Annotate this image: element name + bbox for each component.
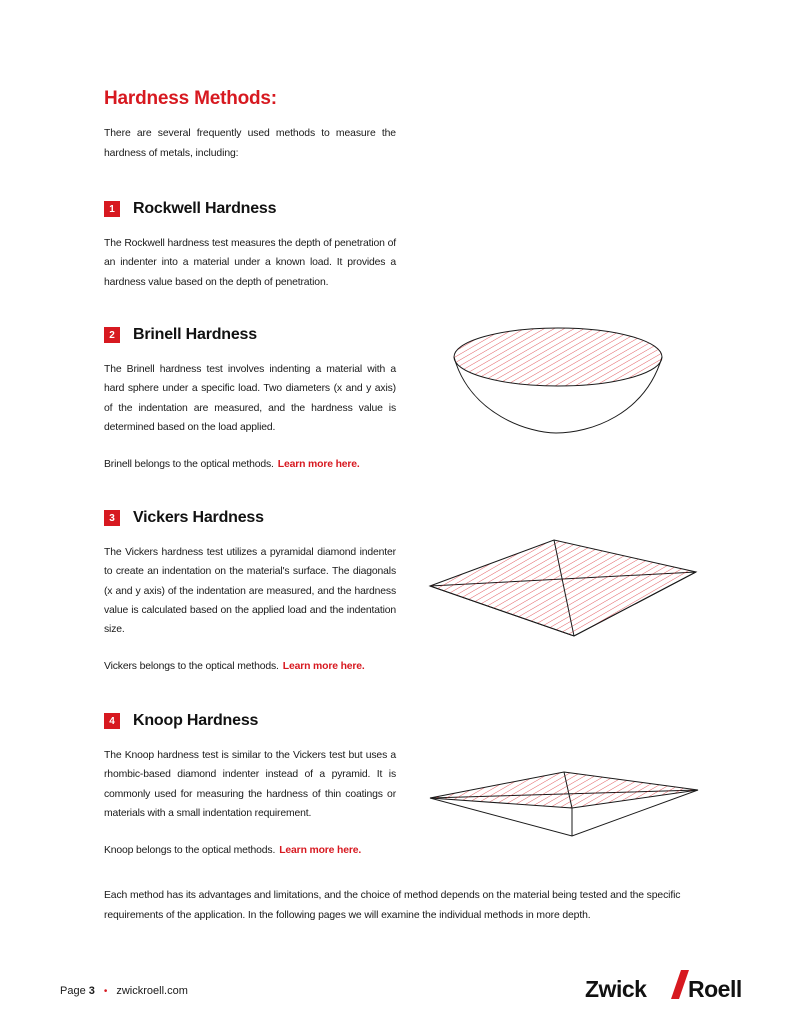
section-note xyxy=(104,841,396,860)
page-title: Hardness Methods: xyxy=(104,88,277,109)
section-header xyxy=(104,324,396,346)
section-note xyxy=(104,657,396,676)
section-number-badge: 4 xyxy=(104,713,120,729)
section-rockwell xyxy=(104,198,396,292)
logo-left-word: Zwick xyxy=(585,976,647,1002)
closing-text: Each method has its advantages and limitations, and the choice of method depends on the material being tested and the specific requirements of the application. In the following pages we will examine the individual methods in more depth. xyxy=(104,890,681,921)
logo-right-word: Roell xyxy=(688,976,742,1002)
footer xyxy=(60,985,188,997)
note-text: Knoop belongs to the optical methods. xyxy=(104,845,276,857)
zwickroell-logo xyxy=(585,968,745,1002)
section-title: Brinell Hardness xyxy=(133,326,257,343)
learn-more-link[interactable]: Learn more here. xyxy=(282,661,365,673)
intro-text: There are several frequently used methods to measure the hardness of metals, including: xyxy=(104,128,396,159)
website-link[interactable]: zwickroell.com xyxy=(116,985,188,997)
section-vickers xyxy=(104,507,396,676)
page-label: Page xyxy=(60,985,86,997)
section-header xyxy=(104,198,396,220)
logo-slash xyxy=(671,970,689,999)
section-body: The Knoop hardness test is similar to the Vickers test but uses a rhombic-based diamond indenter instead of a pyramid. It is commonly used for measuring the hardness of thin coatings or materials with a small indentation requirement. xyxy=(104,750,396,819)
brinell-indentation-icon xyxy=(450,325,670,435)
learn-more-link[interactable]: Learn more here. xyxy=(277,459,360,471)
knoop-indentation-icon xyxy=(428,768,704,840)
section-title: Knoop Hardness xyxy=(133,712,259,729)
section-header xyxy=(104,507,396,529)
vickers-indentation-icon xyxy=(428,536,704,646)
section-body: The Vickers hardness test utilizes a pyramidal diamond indenter to create an indentation on the material's surface. The diagonals (x and y axis) of the indentation are measured, and the hardness value is calculated based on the applied load and the indentation size. xyxy=(104,547,396,636)
footer-separator: • xyxy=(103,985,108,997)
section-body: The Brinell hardness test involves indenting a material with a hard sphere under a specific load. Two diameters (x and y axis) of the indentation are measured, and the hardness value is determined based on the load applied. xyxy=(104,364,396,433)
page-number: 3 xyxy=(88,985,95,997)
section-brinell xyxy=(104,324,396,474)
section-title: Vickers Hardness xyxy=(133,509,264,526)
learn-more-link[interactable]: Learn more here. xyxy=(279,845,362,857)
section-note xyxy=(104,455,396,474)
section-title: Rockwell Hardness xyxy=(133,200,277,217)
section-body: The Rockwell hardness test measures the depth of penetration of an indenter into a material under a known load. It provides a hardness value based on the depth of penetration. xyxy=(104,238,396,288)
note-text: Vickers belongs to the optical methods. xyxy=(104,661,279,673)
note-text: Brinell belongs to the optical methods. xyxy=(104,459,274,471)
section-header xyxy=(104,710,396,732)
section-number-badge: 1 xyxy=(104,201,120,217)
section-knoop xyxy=(104,710,396,860)
section-number-badge: 3 xyxy=(104,510,120,526)
section-number-badge: 2 xyxy=(104,327,120,343)
